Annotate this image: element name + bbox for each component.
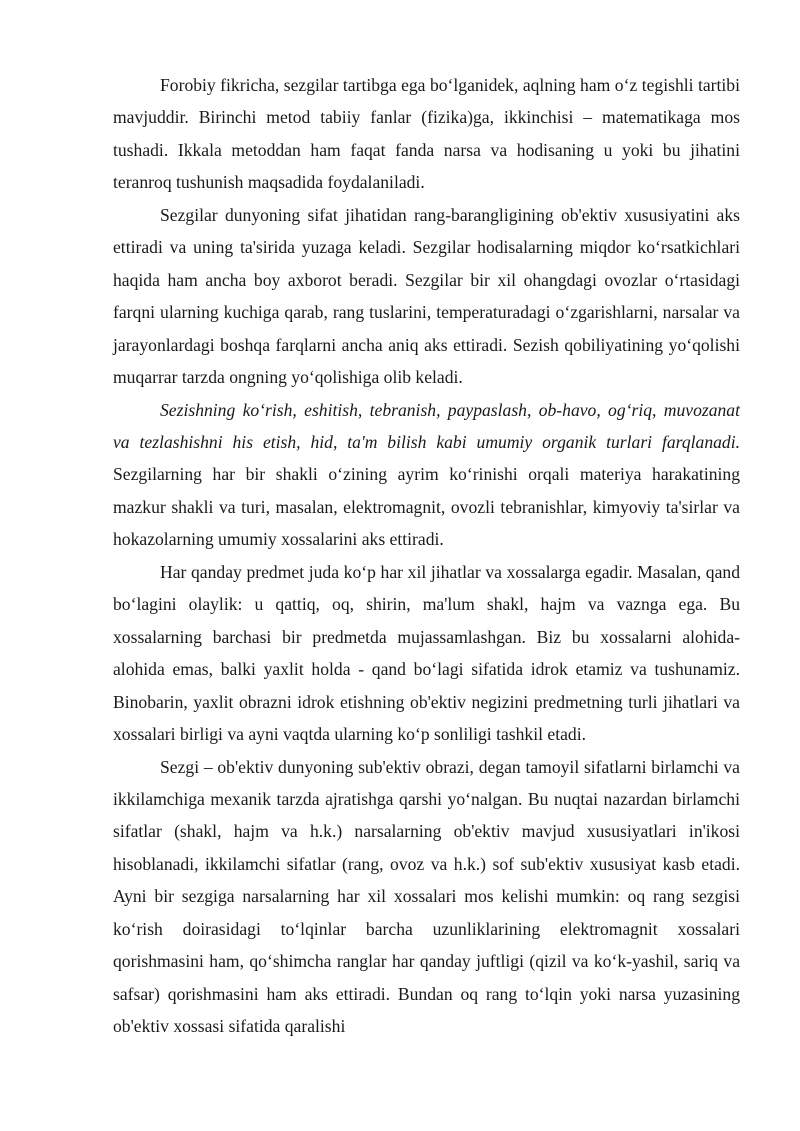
paragraph-text: Forobiy fikricha, sezgilar tartibga ega bo‘lganidek, aqlning ham o‘z tegishli tartibi mavjuddir. Birinchi metod tabiiy fanlar (fizika)ga, ikkinchisi – matematikaga mos tushadi. Ikkala metoddan ham faqat fanda narsa va hodisaning u yoki bu jihatini teranroq tushunish maqsadida foydalaniladi. (113, 75, 740, 193)
paragraph-text: Sezgilarning har bir shakli o‘zining ayrim ko‘rinishi orqali materiya harakatining mazkur shakli va turi, masalan, elektromagnit, ovozli tebranishlar, kimyoviy ta'sirlar va hokazolarning umumiy xossalarini aks ettiradi. (113, 464, 740, 550)
paragraph-sezgilar-dunyo (113, 199, 740, 394)
paragraph-sezish-turlari (113, 394, 740, 556)
paragraph-predmet (113, 556, 740, 751)
paragraph-italic-lead: Sezishning ko‘rish, eshitish, tebranish, paypaslash, ob-havo, og‘riq, muvozanat va tezlashishni his etish, hid, ta'm bilish kabi umumiy organik turlari farqlanadi. (113, 399, 740, 452)
document-page (113, 69, 740, 1043)
paragraph-text: Sezgi – ob'ektiv dunyoning sub'ektiv obrazi, degan tamoyil sifatlarni birlamchi va ikkilamchiga mexanik tarzda ajratishga qarshi yo‘nalgan. Bu nuqtai nazardan birlamchi sifatlar (shakl, hajm va h.k.) narsalarning ob'ektiv mavjud xususiyatlari in'ikosi hisoblanadi, ikkilamchi sifatlar (rang, ovoz va h.k.) sof sub'ektiv xususiyat kasb etadi. Ayni bir sezgiga narsalarning har xil xossalari mos kelishi mumkin: oq rang sezgisi ko‘rish doirasidagi to‘lqinlar barcha uzunliklarining elektromagnit xossalari qorishmasini ham, qo‘shimcha ranglar har qanday juftligi (qizil va ko‘k-yashil, sariq va safsar) qorishmasini ham aks ettiradi. Bundan oq rang to‘lqin yoki narsa yuzasining ob'ektiv xossasi sifatida qaralishi (113, 756, 740, 1037)
paragraph-text: Sezgilar dunyoning sifat jihatidan rang-barangligining ob'ektiv xususiyatini aks ettiradi va uning ta'sirida yuzaga keladi. Sezgilar hodisalarning miqdor ko‘rsatkichlari haqida ham ancha boy axborot beradi. Sezgilar bir xil ohangdagi ovozlar o‘rtasidagi farqni ularning kuchiga qarab, rang tuslarini, temperaturadagi o‘zgarishlarni, narsalar va jarayonlardagi boshqa farqlarni ancha aniq aks ettiradi. Sezish qobiliyatining yo‘qolishi muqarrar tarzda ongning yo‘qolishiga olib keladi. (113, 204, 740, 388)
paragraph-forobiy (113, 69, 740, 199)
paragraph-text: Har qanday predmet juda ko‘p har xil jihatlar va xossalarga egadir. Masalan, qand bo‘lagini olaylik: u qattiq, oq, shirin, ma'lum shakl, hajm va vaznga ega. Bu xossalarning barchasi bir predmetda mujassamlashgan. Biz bu xossalarni alohida-alohida emas, balki yaxlit holda - qand bo‘lagi sifatida idrok etamiz va tushunamiz. Binobarin, yaxlit obrazni idrok etishning ob'ektiv negizini predmetning turli jihatlari va xossalari birligi va ayni vaqtda ularning ko‘p sonliligi tashkil etadi. (113, 561, 740, 745)
paragraph-sezgi-obraz (113, 751, 740, 1043)
